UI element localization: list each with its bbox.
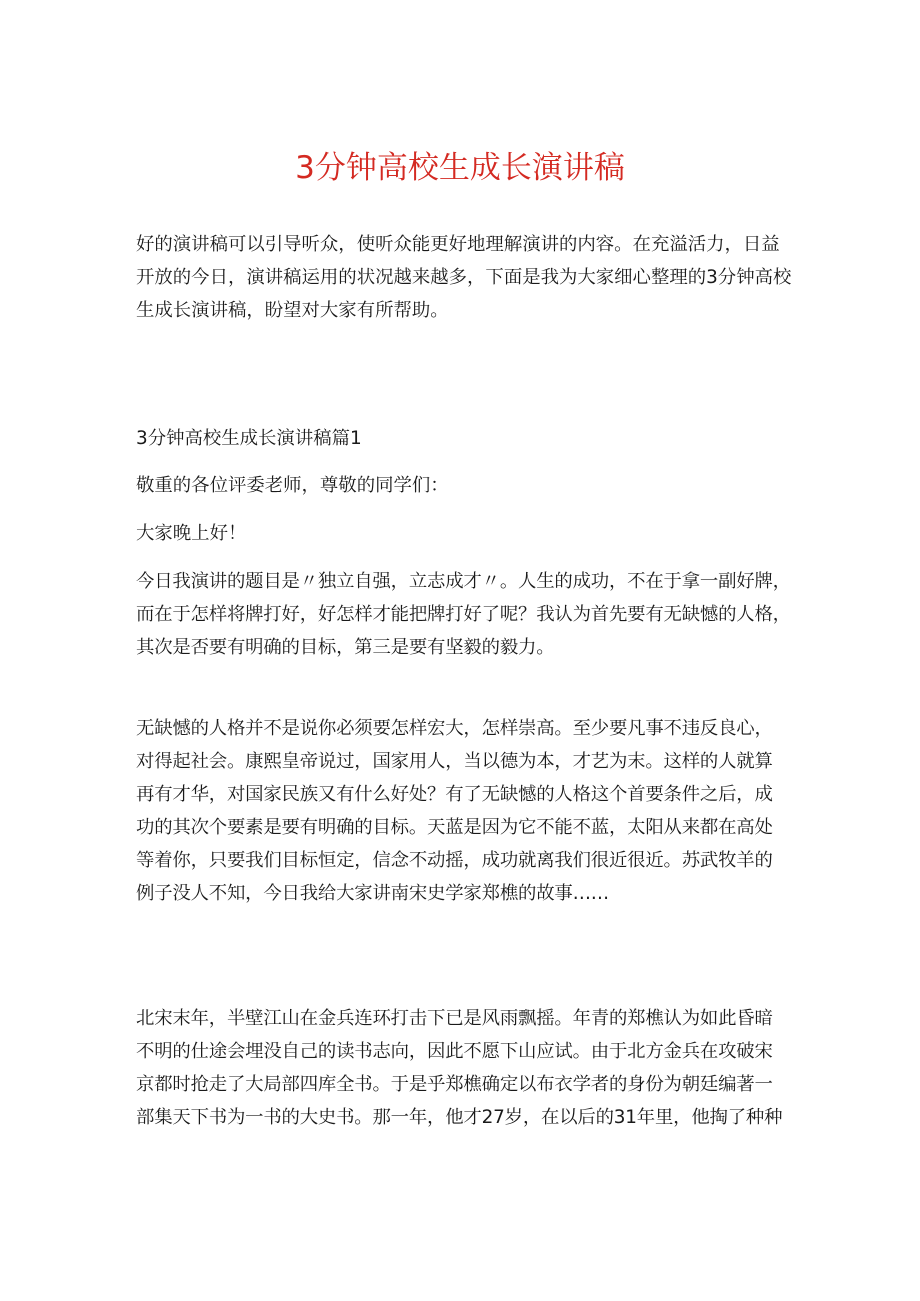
- paragraph-line: 功的其次个要素是要有明确的目标。天蓝是因为它不能不蓝，太阳从来都在高处: [136, 817, 773, 838]
- paragraph-1: [136, 565, 796, 664]
- paragraph-line: 不明的仕途会埋没自己的读书志向，因此不愿下山应试。由于北方金兵在攻破宋: [136, 1041, 773, 1062]
- section-heading: 3分钟高校生成长演讲稿篇1: [136, 428, 362, 449]
- paragraph-line: 再有才华，对国家民族又有什么好处？有了无缺憾的人格这个首要条件之后，成: [136, 784, 773, 805]
- paragraph-line: 部集天下书为一书的大史书。那一年，他才27岁，在以后的31年里，他掏了种种: [136, 1107, 783, 1128]
- intro-line: 生成长演讲稿，盼望对大家有所帮助。: [136, 300, 449, 321]
- paragraph-line: 今日我演讲的题目是〃独立自强，立志成才〃。人生的成功，不在于拿一副好牌，: [136, 571, 791, 592]
- intro-line: 好的演讲稿可以引导听众，使听众能更好地理解演讲的内容。在充溢活力，日益: [136, 234, 780, 255]
- paragraph-line: 而在于怎样将牌打好，好怎样才能把牌打好了呢？我认为首先要有无缺憾的人格，: [136, 604, 791, 625]
- paragraph-line: 京都时抢走了大局部四库全书。于是乎郑樵确定以布衣学者的身份为朝廷编著一: [136, 1074, 773, 1095]
- paragraph-2: [136, 712, 796, 910]
- paragraph-3: [136, 1002, 796, 1134]
- paragraph-line: 等着你，只要我们目标恒定，信念不动摇，成功就离我们很近很近。苏武牧羊的: [136, 850, 773, 871]
- paragraph-line: 无缺憾的人格并不是说你必须要怎样宏大，怎样崇高。至少要凡事不违反良心，: [136, 718, 773, 739]
- salutation: 敬重的各位评委老师，尊敬的同学们：: [136, 475, 449, 496]
- intro-line: 开放的今日，演讲稿运用的状况越来越多，下面是我为大家细心整理的3分钟高校: [136, 267, 792, 288]
- paragraph-line: 例子没人不知，今日我给大家讲南宋史学家郑樵的故事……: [136, 883, 609, 904]
- document-title: 3分钟高校生成长演讲稿: [295, 150, 625, 186]
- paragraph-line: 其次是否要有明确的目标，第三是要有坚毅的毅力。: [136, 637, 555, 658]
- paragraph-line: 对得起社会。康熙皇帝说过，国家用人，当以德为本，才艺为末。这样的人就算: [136, 751, 773, 772]
- paragraph-line: 北宋末年，半壁江山在金兵连环打击下已是风雨飘摇。年青的郑樵认为如此昏暗: [136, 1008, 773, 1029]
- greeting: 大家晚上好！: [136, 523, 247, 544]
- intro-paragraph: [136, 228, 796, 327]
